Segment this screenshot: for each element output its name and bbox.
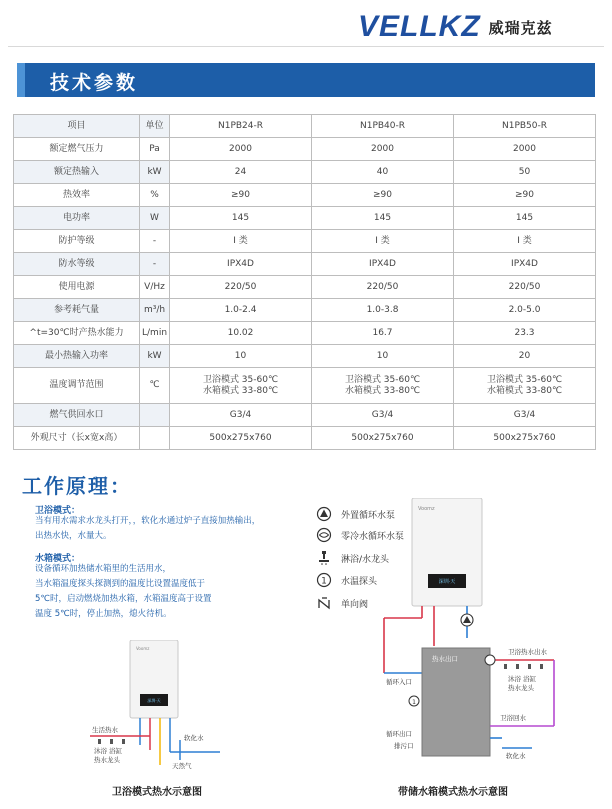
legend-label: 淋浴/水龙头 bbox=[341, 554, 390, 565]
row-label: 外观尺寸（长x宽x高） bbox=[14, 427, 140, 450]
row-value: IPX4D bbox=[170, 253, 312, 276]
bath-return-label: 卫浴回水 bbox=[500, 714, 526, 722]
row-label: ^t=30℃时产热水能力 bbox=[14, 322, 140, 345]
section-accent bbox=[17, 63, 25, 97]
tank-mode-text bbox=[35, 562, 211, 622]
row-value: 10.02 bbox=[170, 322, 312, 345]
row-label: 额定燃气压力 bbox=[14, 138, 140, 161]
tank-mode-diagram bbox=[372, 498, 560, 763]
row-unit: Pa bbox=[140, 138, 170, 161]
row-value: 23.3 bbox=[454, 322, 596, 345]
row-value: I 类 bbox=[170, 230, 312, 253]
bath-mode-title: 卫浴模式： bbox=[35, 506, 81, 516]
table-header-cell: N1PB24-R bbox=[170, 115, 312, 138]
row-value: G3/4 bbox=[454, 404, 596, 427]
table-row bbox=[14, 404, 596, 427]
table-header-row bbox=[14, 115, 596, 138]
tank-boiler-unit bbox=[412, 498, 482, 606]
table-row bbox=[14, 299, 596, 322]
bath-line: 当有用水需求水龙头打开，，软化水通过炉子直接加热输出， bbox=[35, 516, 261, 526]
row-value: 220/50 bbox=[312, 276, 454, 299]
row-unit: L/min bbox=[140, 322, 170, 345]
row-value: 500x275x760 bbox=[170, 427, 312, 450]
row-value: 10 bbox=[312, 345, 454, 368]
row-value: 2000 bbox=[454, 138, 596, 161]
probe-symbol: 1 bbox=[412, 699, 416, 706]
bath-line: 出热水快，水量大。 bbox=[35, 531, 112, 541]
row-value: 10 bbox=[170, 345, 312, 368]
faucet-icon bbox=[316, 550, 332, 566]
gas-label: 天然气 bbox=[172, 762, 192, 770]
row-unit: V/Hz bbox=[140, 276, 170, 299]
row-value: G3/4 bbox=[170, 404, 312, 427]
tank-outlet-label: 热水出口 bbox=[432, 655, 458, 663]
temp-line: 卫浴模式 35-60℃ bbox=[344, 374, 421, 385]
principle-title: 工作原理： bbox=[22, 474, 132, 498]
row-unit: % bbox=[140, 184, 170, 207]
spec-table-body bbox=[14, 115, 596, 450]
probe-icon bbox=[316, 572, 332, 588]
tank-line: 当水箱温度探头探测到的温度比设置温度低于 bbox=[35, 579, 206, 589]
row-value: 16.7 bbox=[312, 322, 454, 345]
table-row bbox=[14, 427, 596, 450]
row-label: 额定热输入 bbox=[14, 161, 140, 184]
row-unit: ℃ bbox=[140, 368, 170, 404]
table-row bbox=[14, 345, 596, 368]
row-label: 温度调节范围 bbox=[14, 368, 140, 404]
brand-logo: VELLKZ bbox=[358, 10, 481, 43]
temp-line: 水箱模式 33-80℃ bbox=[486, 385, 563, 396]
table-header-cell: 单位 bbox=[140, 115, 170, 138]
row-value: ≥90 bbox=[312, 184, 454, 207]
table-header-cell: N1PB40-R bbox=[312, 115, 454, 138]
section-header bbox=[17, 63, 595, 97]
table-row bbox=[14, 207, 596, 230]
temp-line: 水箱模式 33-80℃ bbox=[202, 385, 279, 396]
circ-inlet-label: 循环入口 bbox=[386, 678, 412, 686]
row-value: 1.0-2.4 bbox=[170, 299, 312, 322]
row-label: 防水等级 bbox=[14, 253, 140, 276]
row-value: 220/50 bbox=[170, 276, 312, 299]
boiler-brand-mark: Voomz bbox=[136, 646, 150, 651]
table-row bbox=[14, 276, 596, 299]
row-label: 电功率 bbox=[14, 207, 140, 230]
tank-fixtures-label: 沐浴 浴缸 bbox=[508, 675, 537, 683]
row-value: G3/4 bbox=[312, 404, 454, 427]
hot-water-label: 生活热水 bbox=[92, 726, 118, 734]
table-row bbox=[14, 138, 596, 161]
temp-line: 卫浴模式 35-60℃ bbox=[486, 374, 563, 385]
legend-label: 零冷水循环水泵 bbox=[341, 531, 405, 542]
fixtures-label-2: 热水龙头 bbox=[94, 756, 120, 764]
fixtures-label: 沐浴 浴缸 bbox=[94, 747, 123, 755]
cold-pump bbox=[485, 655, 495, 665]
circ-outlet-label: 循环出口 bbox=[386, 730, 412, 738]
legend-label: 外置循环水泵 bbox=[341, 510, 396, 521]
legend-item-check-valve bbox=[316, 594, 368, 612]
boiler-display-text: 深圳·天 bbox=[147, 698, 161, 703]
table-header-cell: N1PB50-R bbox=[454, 115, 596, 138]
table-row bbox=[14, 322, 596, 345]
tank-boiler-brand-mark: Voomz bbox=[418, 506, 435, 512]
row-value: I 类 bbox=[312, 230, 454, 253]
row-value: 24 bbox=[170, 161, 312, 184]
boiler-unit bbox=[130, 640, 178, 718]
tank-line: 设备循环加热储水箱里的生活用水， bbox=[35, 564, 172, 574]
row-label: 热效率 bbox=[14, 184, 140, 207]
row-unit: - bbox=[140, 253, 170, 276]
row-value: IPX4D bbox=[454, 253, 596, 276]
tank-line: 5℃时，启动燃烧加热水箱，水箱温度高于设置 bbox=[35, 594, 212, 604]
legend-item-probe bbox=[316, 571, 377, 589]
row-label: 使用电源 bbox=[14, 276, 140, 299]
row-label: 防护等级 bbox=[14, 230, 140, 253]
row-value: 2000 bbox=[170, 138, 312, 161]
row-value: 40 bbox=[312, 161, 454, 184]
row-value: 20 bbox=[454, 345, 596, 368]
table-row bbox=[14, 161, 596, 184]
row-unit: kW bbox=[140, 161, 170, 184]
row-value: 220/50 bbox=[454, 276, 596, 299]
bath-mode-diagram bbox=[80, 640, 250, 775]
brand-name: 威瑞克兹 bbox=[488, 18, 553, 37]
cold-pump-icon bbox=[316, 527, 332, 543]
check-valve-icon bbox=[316, 595, 332, 611]
table-row bbox=[14, 230, 596, 253]
row-value bbox=[454, 368, 596, 404]
tank-soft-water-label: 软化水 bbox=[506, 752, 526, 760]
tank-diagram-caption: 带储水箱模式热水示意图 bbox=[398, 787, 508, 798]
row-label: 最小热输入功率 bbox=[14, 345, 140, 368]
svg-text:1: 1 bbox=[321, 576, 327, 587]
row-value: ≥90 bbox=[454, 184, 596, 207]
table-row bbox=[14, 184, 596, 207]
bath-mode-text bbox=[35, 514, 260, 544]
soft-water-label: 软化水 bbox=[184, 734, 204, 742]
section-title: 技术参数 bbox=[50, 72, 139, 94]
row-value: ≥90 bbox=[170, 184, 312, 207]
storage-tank bbox=[422, 648, 490, 756]
bath-out-label: 卫浴热水出水 bbox=[508, 648, 547, 656]
pump-icon bbox=[316, 506, 332, 522]
tank-boiler-display-text: 深圳·天 bbox=[438, 579, 456, 585]
table-row-temp bbox=[14, 368, 596, 404]
row-value: 1.0-3.8 bbox=[312, 299, 454, 322]
tank-fixtures-label-2: 热水龙头 bbox=[508, 684, 534, 692]
table-header-cell: 项目 bbox=[14, 115, 140, 138]
row-value: I 类 bbox=[454, 230, 596, 253]
row-value: 50 bbox=[454, 161, 596, 184]
row-value bbox=[312, 368, 454, 404]
tank-mode-title: 水箱模式： bbox=[35, 554, 81, 564]
row-unit: W bbox=[140, 207, 170, 230]
row-value: 2000 bbox=[312, 138, 454, 161]
temp-line: 水箱模式 33-80℃ bbox=[344, 385, 421, 396]
row-value: 145 bbox=[170, 207, 312, 230]
row-unit: kW bbox=[140, 345, 170, 368]
tank-line: 温度 5℃时，停止加热，熄火待机。 bbox=[35, 609, 172, 619]
temp-line: 卫浴模式 35-60℃ bbox=[202, 374, 279, 385]
row-unit bbox=[140, 427, 170, 450]
row-value: 2.0-5.0 bbox=[454, 299, 596, 322]
row-unit bbox=[140, 404, 170, 427]
row-unit: m³/h bbox=[140, 299, 170, 322]
table-row bbox=[14, 253, 596, 276]
legend-label: 水温探头 bbox=[341, 576, 378, 587]
row-value: IPX4D bbox=[312, 253, 454, 276]
bath-diagram-caption: 卫浴模式热水示意图 bbox=[112, 787, 202, 798]
row-value bbox=[170, 368, 312, 404]
row-value: 500x275x760 bbox=[312, 427, 454, 450]
row-value: 145 bbox=[312, 207, 454, 230]
header-divider bbox=[8, 46, 604, 47]
row-label: 参考耗气量 bbox=[14, 299, 140, 322]
brand-header bbox=[358, 10, 598, 44]
row-unit: - bbox=[140, 230, 170, 253]
row-value: 145 bbox=[454, 207, 596, 230]
spec-table bbox=[13, 114, 596, 450]
drain-label: 排污口 bbox=[394, 742, 414, 750]
row-value: 500x275x760 bbox=[454, 427, 596, 450]
legend-label: 单向阀 bbox=[341, 599, 369, 610]
row-label: 燃气供回水口 bbox=[14, 404, 140, 427]
